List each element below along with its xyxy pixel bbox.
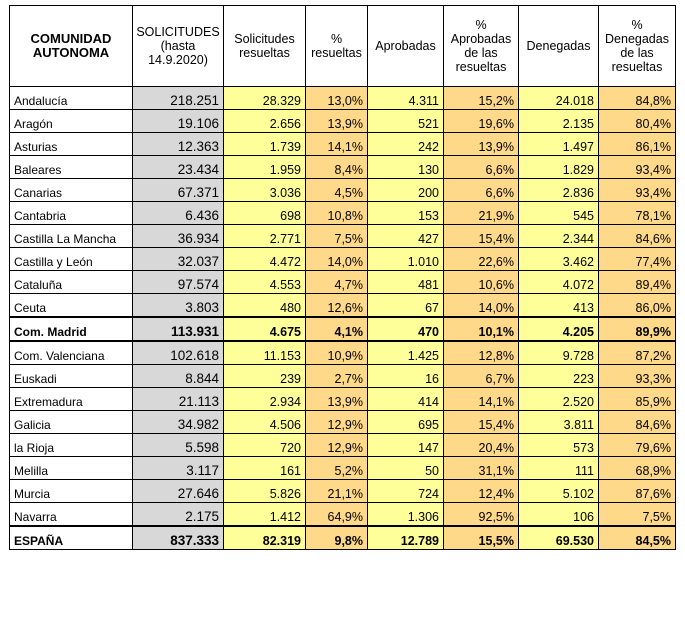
cell-denegadas: 69.530 [519,526,599,550]
cell-pct-aprobadas: 22,6% [444,248,519,271]
data-table [9,5,676,550]
cell-pct-denegadas: 86,1% [599,133,676,156]
header-region: COMUNIDAD AUTONOMA [10,6,133,87]
table-row [10,294,676,318]
table-row [10,110,676,133]
cell-solicitudes: 113.931 [133,317,224,341]
cell-resueltas: 161 [224,457,306,480]
cell-region: Baleares [10,156,133,179]
cell-resueltas: 28.329 [224,87,306,110]
cell-pct-denegadas: 89,4% [599,271,676,294]
cell-pct-aprobadas: 15,5% [444,526,519,550]
cell-solicitudes: 36.934 [133,225,224,248]
cell-solicitudes: 12.363 [133,133,224,156]
header-denegadas: Denegadas [519,6,599,87]
cell-pct-resueltas: 12,6% [306,294,368,318]
table-row [10,248,676,271]
cell-resueltas: 2.656 [224,110,306,133]
table-row [10,133,676,156]
header-aprobadas: Aprobadas [368,6,444,87]
cell-pct-aprobadas: 14,1% [444,388,519,411]
cell-aprobadas: 695 [368,411,444,434]
cell-aprobadas: 1.425 [368,341,444,365]
cell-denegadas: 111 [519,457,599,480]
cell-denegadas: 106 [519,503,599,527]
cell-region: Galicia [10,411,133,434]
cell-pct-denegadas: 87,2% [599,341,676,365]
header-pct-denegadas: % Denegadas de las resueltas [599,6,676,87]
table-body [10,87,676,550]
cell-resueltas: 1.959 [224,156,306,179]
cell-resueltas: 11.153 [224,341,306,365]
cell-pct-denegadas: 93,4% [599,179,676,202]
cell-region: Andalucía [10,87,133,110]
cell-resueltas: 4.553 [224,271,306,294]
cell-pct-resueltas: 2,7% [306,365,368,388]
cell-resueltas: 3.036 [224,179,306,202]
table-row [10,411,676,434]
cell-denegadas: 4.205 [519,317,599,341]
cell-solicitudes: 2.175 [133,503,224,527]
cell-region: Castilla La Mancha [10,225,133,248]
cell-aprobadas: 427 [368,225,444,248]
cell-solicitudes: 8.844 [133,365,224,388]
cell-pct-denegadas: 68,9% [599,457,676,480]
cell-pct-denegadas: 7,5% [599,503,676,527]
cell-pct-aprobadas: 20,4% [444,434,519,457]
cell-pct-denegadas: 84,6% [599,225,676,248]
cell-solicitudes: 5.598 [133,434,224,457]
table-row [10,225,676,248]
table-row [10,388,676,411]
cell-pct-aprobadas: 31,1% [444,457,519,480]
cell-solicitudes: 3.117 [133,457,224,480]
header-pct-resueltas: % resueltas [306,6,368,87]
cell-region: Castilla y León [10,248,133,271]
cell-denegadas: 2.836 [519,179,599,202]
cell-region: Ceuta [10,294,133,318]
cell-denegadas: 573 [519,434,599,457]
cell-pct-aprobadas: 6,7% [444,365,519,388]
cell-pct-aprobadas: 13,9% [444,133,519,156]
cell-region: Canarias [10,179,133,202]
cell-pct-resueltas: 4,1% [306,317,368,341]
cell-aprobadas: 481 [368,271,444,294]
cell-region: Asturias [10,133,133,156]
cell-pct-resueltas: 10,9% [306,341,368,365]
cell-pct-aprobadas: 19,6% [444,110,519,133]
cell-solicitudes: 32.037 [133,248,224,271]
cell-pct-resueltas: 4,7% [306,271,368,294]
table-row [10,156,676,179]
cell-pct-resueltas: 12,9% [306,411,368,434]
cell-solicitudes: 102.618 [133,341,224,365]
cell-denegadas: 1.497 [519,133,599,156]
cell-resueltas: 2.771 [224,225,306,248]
table-row [10,271,676,294]
cell-aprobadas: 16 [368,365,444,388]
table-row [10,480,676,503]
cell-pct-resueltas: 21,1% [306,480,368,503]
cell-region: la Rioja [10,434,133,457]
cell-pct-aprobadas: 12,8% [444,341,519,365]
cell-resueltas: 2.934 [224,388,306,411]
cell-pct-denegadas: 87,6% [599,480,676,503]
cell-pct-aprobadas: 21,9% [444,202,519,225]
cell-solicitudes: 21.113 [133,388,224,411]
cell-pct-aprobadas: 15,4% [444,225,519,248]
cell-aprobadas: 147 [368,434,444,457]
cell-pct-resueltas: 13,0% [306,87,368,110]
cell-denegadas: 223 [519,365,599,388]
cell-region: Com. Madrid [10,317,133,341]
cell-region: Com. Valenciana [10,341,133,365]
cell-pct-aprobadas: 92,5% [444,503,519,527]
cell-region: Cataluña [10,271,133,294]
cell-pct-aprobadas: 12,4% [444,480,519,503]
cell-pct-aprobadas: 15,4% [444,411,519,434]
cell-denegadas: 2.344 [519,225,599,248]
header-solicitudes: SOLICITUDES (hasta 14.9.2020) [133,6,224,87]
cell-solicitudes: 23.434 [133,156,224,179]
cell-resueltas: 4.472 [224,248,306,271]
cell-aprobadas: 67 [368,294,444,318]
cell-pct-resueltas: 10,8% [306,202,368,225]
cell-solicitudes: 27.646 [133,480,224,503]
cell-region: Extremadura [10,388,133,411]
cell-denegadas: 5.102 [519,480,599,503]
cell-region: Melilla [10,457,133,480]
cell-resueltas: 480 [224,294,306,318]
cell-pct-resueltas: 8,4% [306,156,368,179]
cell-solicitudes: 19.106 [133,110,224,133]
cell-denegadas: 3.811 [519,411,599,434]
table-row [10,503,676,527]
cell-region: Navarra [10,503,133,527]
header-resueltas: Solicitudes resueltas [224,6,306,87]
cell-aprobadas: 242 [368,133,444,156]
header-pct-aprobadas: % Aprobadas de las resueltas [444,6,519,87]
cell-aprobadas: 50 [368,457,444,480]
table-row [10,87,676,110]
table-row [10,434,676,457]
cell-pct-aprobadas: 10,1% [444,317,519,341]
cell-denegadas: 545 [519,202,599,225]
cell-resueltas: 4.675 [224,317,306,341]
cell-region: Cantabria [10,202,133,225]
cell-pct-denegadas: 84,8% [599,87,676,110]
cell-denegadas: 1.829 [519,156,599,179]
cell-resueltas: 4.506 [224,411,306,434]
cell-resueltas: 1.412 [224,503,306,527]
cell-region: Murcia [10,480,133,503]
cell-pct-aprobadas: 15,2% [444,87,519,110]
cell-pct-resueltas: 64,9% [306,503,368,527]
cell-denegadas: 413 [519,294,599,318]
cell-pct-denegadas: 80,4% [599,110,676,133]
cell-pct-resueltas: 12,9% [306,434,368,457]
cell-aprobadas: 12.789 [368,526,444,550]
cell-pct-denegadas: 86,0% [599,294,676,318]
cell-pct-resueltas: 13,9% [306,388,368,411]
cell-pct-resueltas: 5,2% [306,457,368,480]
cell-aprobadas: 1.306 [368,503,444,527]
header-row [10,6,676,87]
cell-solicitudes: 218.251 [133,87,224,110]
cell-resueltas: 5.826 [224,480,306,503]
cell-region: Euskadi [10,365,133,388]
cell-denegadas: 2.135 [519,110,599,133]
cell-resueltas: 1.739 [224,133,306,156]
cell-pct-aprobadas: 6,6% [444,179,519,202]
cell-pct-resueltas: 14,1% [306,133,368,156]
cell-pct-resueltas: 4,5% [306,179,368,202]
cell-solicitudes: 837.333 [133,526,224,550]
table-row [10,365,676,388]
cell-denegadas: 2.520 [519,388,599,411]
cell-solicitudes: 97.574 [133,271,224,294]
cell-pct-resueltas: 9,8% [306,526,368,550]
cell-pct-aprobadas: 10,6% [444,271,519,294]
cell-pct-denegadas: 77,4% [599,248,676,271]
cell-pct-aprobadas: 6,6% [444,156,519,179]
cell-resueltas: 82.319 [224,526,306,550]
cell-aprobadas: 4.311 [368,87,444,110]
cell-solicitudes: 34.982 [133,411,224,434]
cell-pct-resueltas: 14,0% [306,248,368,271]
cell-region: ESPAÑA [10,526,133,550]
cell-pct-denegadas: 84,6% [599,411,676,434]
cell-resueltas: 239 [224,365,306,388]
cell-aprobadas: 724 [368,480,444,503]
cell-pct-resueltas: 7,5% [306,225,368,248]
cell-pct-resueltas: 13,9% [306,110,368,133]
cell-aprobadas: 1.010 [368,248,444,271]
cell-pct-denegadas: 78,1% [599,202,676,225]
cell-pct-denegadas: 89,9% [599,317,676,341]
cell-resueltas: 698 [224,202,306,225]
cell-pct-aprobadas: 14,0% [444,294,519,318]
table-row [10,341,676,365]
table-row [10,179,676,202]
cell-denegadas: 3.462 [519,248,599,271]
cell-pct-denegadas: 93,3% [599,365,676,388]
table-row [10,202,676,225]
cell-pct-denegadas: 93,4% [599,156,676,179]
cell-region: Aragón [10,110,133,133]
cell-solicitudes: 6.436 [133,202,224,225]
cell-aprobadas: 521 [368,110,444,133]
cell-aprobadas: 470 [368,317,444,341]
cell-denegadas: 4.072 [519,271,599,294]
table-row [10,457,676,480]
cell-pct-denegadas: 85,9% [599,388,676,411]
cell-aprobadas: 153 [368,202,444,225]
cell-solicitudes: 3.803 [133,294,224,318]
cell-pct-denegadas: 84,5% [599,526,676,550]
table-row [10,317,676,341]
cell-aprobadas: 414 [368,388,444,411]
cell-denegadas: 24.018 [519,87,599,110]
cell-solicitudes: 67.371 [133,179,224,202]
cell-aprobadas: 200 [368,179,444,202]
cell-aprobadas: 130 [368,156,444,179]
cell-denegadas: 9.728 [519,341,599,365]
cell-pct-denegadas: 79,6% [599,434,676,457]
cell-resueltas: 720 [224,434,306,457]
table-row [10,526,676,550]
